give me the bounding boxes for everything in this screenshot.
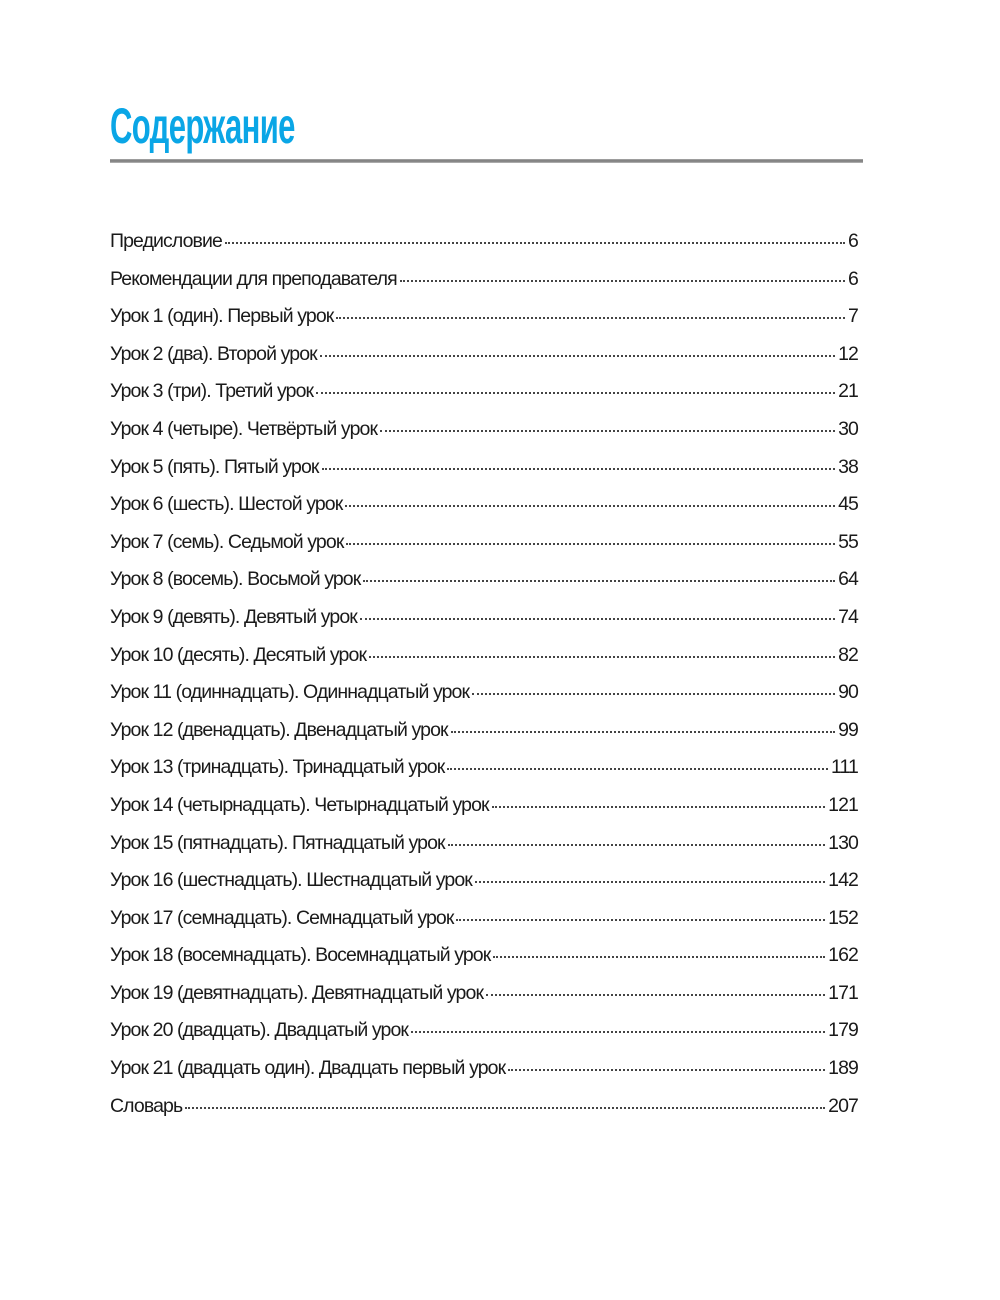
toc-entry-label: Урок 15 (пятнадцать). Пятнадцатый урок xyxy=(110,831,445,854)
toc-entry-label: Словарь xyxy=(110,1094,183,1117)
toc-entry-page: 30 xyxy=(838,417,858,440)
toc-entry[interactable] xyxy=(110,230,858,268)
dot-leader xyxy=(451,731,835,733)
toc-entry-page: 171 xyxy=(828,981,858,1004)
toc-entry-page: 64 xyxy=(838,568,858,591)
toc-entry[interactable] xyxy=(110,982,858,1020)
toc-entry-label: Урок 1 (один). Первый урок xyxy=(110,305,334,328)
toc-entry[interactable] xyxy=(110,493,858,531)
toc-entry-page: 207 xyxy=(828,1094,858,1117)
toc-entry-page: 55 xyxy=(838,530,858,553)
dot-leader xyxy=(456,919,825,921)
toc-entry[interactable] xyxy=(110,418,858,456)
toc-entry[interactable] xyxy=(110,944,858,982)
dot-leader xyxy=(336,317,845,319)
dot-leader xyxy=(316,392,835,394)
toc-entry[interactable] xyxy=(110,719,858,757)
dot-leader xyxy=(345,505,835,507)
toc-entry-page: 6 xyxy=(848,267,858,290)
toc-entry-label: Урок 12 (двенадцать). Двенадцатый урок xyxy=(110,718,448,741)
toc-entry-page: 121 xyxy=(828,793,858,816)
toc-entry[interactable] xyxy=(110,1019,858,1057)
toc-entry[interactable] xyxy=(110,832,858,870)
dot-leader xyxy=(472,693,835,695)
toc-entry[interactable] xyxy=(110,305,858,343)
toc-entry[interactable] xyxy=(110,1095,858,1133)
dot-leader xyxy=(380,430,835,432)
toc-entry-label: Урок 19 (девятнадцать). Девятнадцатый урок xyxy=(110,981,484,1004)
toc-entry-page: 130 xyxy=(828,831,858,854)
dot-leader xyxy=(322,468,836,470)
toc-entry-page: 99 xyxy=(838,718,858,741)
toc-entry-label: Урок 5 (пять). Пятый урок xyxy=(110,455,319,478)
toc-entry-label: Урок 20 (двадцать). Двадцатый урок xyxy=(110,1019,409,1042)
dot-leader xyxy=(363,580,835,582)
toc-entry-page: 189 xyxy=(828,1057,858,1080)
toc-entry-label: Урок 2 (два). Второй урок xyxy=(110,342,317,365)
toc-entry-label: Урок 13 (тринадцать). Тринадцатый урок xyxy=(110,756,445,779)
toc-entry[interactable] xyxy=(110,456,858,494)
dot-leader xyxy=(411,1031,825,1033)
toc-entry-label: Урок 14 (четырнадцать). Четырнадцатый урок xyxy=(110,793,489,816)
title-divider xyxy=(110,159,863,163)
toc-entry-label: Урок 17 (семнадцать). Семнадцатый урок xyxy=(110,906,454,929)
toc-entry[interactable] xyxy=(110,869,858,907)
dot-leader xyxy=(400,280,845,282)
toc-entry-label: Урок 11 (одиннадцать). Одиннадцатый урок xyxy=(110,681,470,704)
toc-entry[interactable] xyxy=(110,756,858,794)
toc-entry-page: 142 xyxy=(828,869,858,892)
toc-entry[interactable] xyxy=(110,681,858,719)
dot-leader xyxy=(369,656,835,658)
dot-leader xyxy=(447,768,828,770)
toc-entry[interactable] xyxy=(110,568,858,606)
dot-leader xyxy=(320,355,835,357)
toc-entry-label: Урок 18 (восемнадцать). Восемнадцатый урок xyxy=(110,944,491,967)
toc-entry-label: Рекомендации для преподавателя xyxy=(110,267,397,290)
toc-entry-label: Урок 6 (шесть). Шестой урок xyxy=(110,493,343,516)
toc-entry-page: 162 xyxy=(828,944,858,967)
toc-entry-label: Урок 8 (восемь). Восьмой урок xyxy=(110,568,361,591)
toc-entry-page: 82 xyxy=(838,643,858,666)
toc-entry-page: 38 xyxy=(838,455,858,478)
toc-entry-page: 21 xyxy=(838,380,858,403)
toc-entry-page: 90 xyxy=(838,681,858,704)
toc-entry[interactable] xyxy=(110,606,858,644)
toc-entry[interactable] xyxy=(110,343,858,381)
toc-entry[interactable] xyxy=(110,531,858,569)
toc-entry[interactable] xyxy=(110,268,858,306)
toc-entry-page: 111 xyxy=(831,756,858,779)
toc-entry-label: Урок 10 (десять). Десятый урок xyxy=(110,643,367,666)
toc-entry-label: Урок 21 (двадцать один). Двадцать первый урок xyxy=(110,1057,506,1080)
toc-entry-page: 74 xyxy=(838,605,858,628)
toc-entry[interactable] xyxy=(110,380,858,418)
toc-entry-page: 45 xyxy=(838,493,858,516)
dot-leader xyxy=(185,1107,825,1109)
toc-entry-label: Урок 16 (шестнадцать). Шестнадцатый урок xyxy=(110,869,472,892)
dot-leader xyxy=(508,1069,825,1071)
dot-leader xyxy=(225,242,845,244)
dot-leader xyxy=(448,844,825,846)
dot-leader xyxy=(475,881,825,883)
toc-entry-page: 12 xyxy=(838,342,858,365)
toc-entry-label: Урок 9 (девять). Девятый урок xyxy=(110,605,357,628)
dot-leader xyxy=(486,994,825,996)
page-title: Содержание xyxy=(110,98,295,154)
toc-entry-label: Урок 4 (четыре). Четвёртый урок xyxy=(110,417,378,440)
dot-leader xyxy=(346,543,835,545)
toc-entry[interactable] xyxy=(110,1057,858,1095)
toc-entry-page: 179 xyxy=(828,1019,858,1042)
dot-leader xyxy=(492,806,825,808)
toc-entry-label: Урок 3 (три). Третий урок xyxy=(110,380,314,403)
toc-entry-label: Предисловие xyxy=(110,230,222,252)
toc-entry[interactable] xyxy=(110,907,858,945)
table-of-contents xyxy=(110,230,858,1132)
toc-entry[interactable] xyxy=(110,644,858,682)
dot-leader xyxy=(360,618,835,620)
toc-entry-page: 152 xyxy=(828,906,858,929)
dot-leader xyxy=(493,956,825,958)
toc-entry-page: 7 xyxy=(848,305,858,328)
toc-entry[interactable] xyxy=(110,794,858,832)
toc-entry-page: 6 xyxy=(848,230,858,252)
toc-entry-label: Урок 7 (семь). Седьмой урок xyxy=(110,530,344,553)
